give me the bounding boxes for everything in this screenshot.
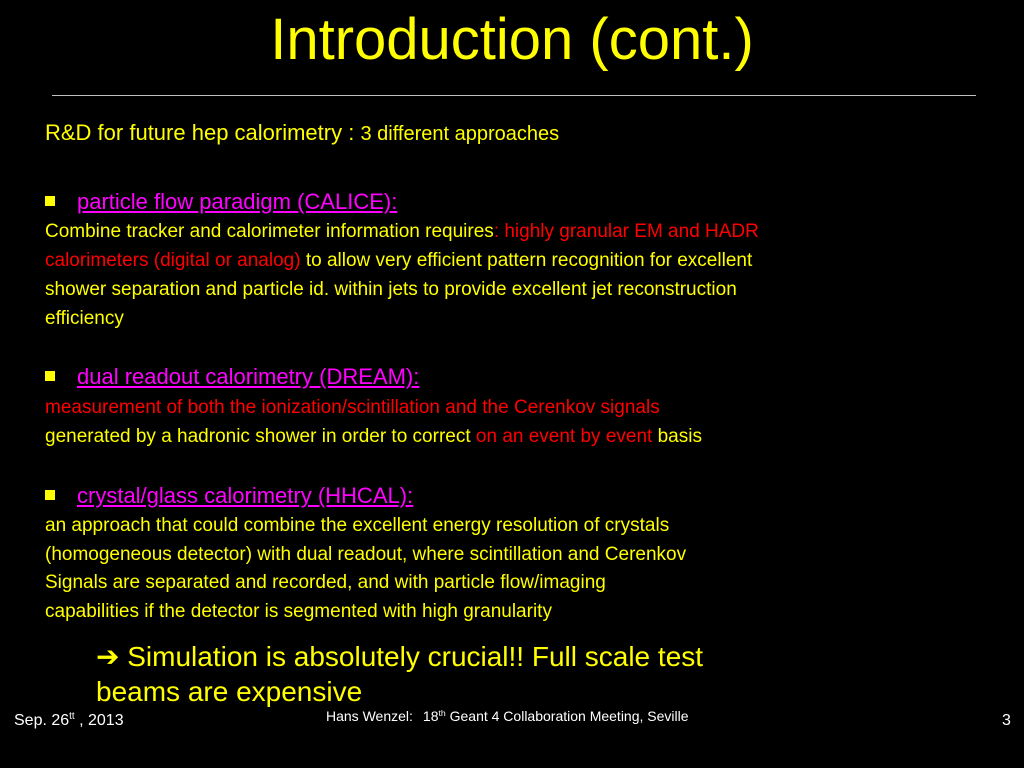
hhcal-line-3: Signals are separated and recorded, and with particle flow/imaging xyxy=(45,572,606,593)
conclusion-line-2: beams are expensive xyxy=(96,676,363,707)
calice-line-1 xyxy=(45,217,759,246)
page-number: 3 xyxy=(1002,712,1011,729)
dream-line-1-highlight: measurement of both the ionization/scintillation and the Cerenkov signals xyxy=(45,397,660,418)
calice-line-2 xyxy=(45,246,752,275)
footer-date-year: , 2013 xyxy=(74,712,124,729)
conclusion xyxy=(96,639,703,709)
footer-meeting-number: 18 xyxy=(422,708,439,724)
footer-meeting-ordinal: th xyxy=(438,707,446,718)
slide-title: Introduction (cont.) xyxy=(270,7,754,72)
square-bullet-icon xyxy=(45,490,55,500)
calice-line-2-text: to allow very efficient pattern recognition for excellent xyxy=(300,250,753,271)
square-bullet-icon xyxy=(45,371,55,381)
dream-line-2-text: generated by a hadronic shower in order to correct xyxy=(45,426,476,447)
calice-line-3: shower separation and particle id. within jets to provide excellent jet reconstruction xyxy=(45,279,737,300)
footer-author: Hans Wenzel: xyxy=(326,708,413,724)
footer-date-suffix: tt xyxy=(69,711,75,723)
square-bullet-icon xyxy=(45,196,55,206)
hhcal-line-1: an approach that could combine the excellent energy resolution of crystals xyxy=(45,515,670,536)
calice-line-1-highlight: : highly granular EM and HADR xyxy=(493,221,759,242)
right-arrow-icon: ➔ xyxy=(96,641,120,672)
footer-date xyxy=(14,712,124,730)
footer-meeting xyxy=(326,708,689,724)
calice-line-1-text: Combine tracker and calorimeter information requires xyxy=(45,221,494,242)
intro-line xyxy=(45,119,559,148)
section-dream-heading-row xyxy=(45,363,419,391)
section-dream-heading: dual readout calorimetry (DREAM): xyxy=(77,364,420,389)
conclusion-line-1 xyxy=(96,639,703,674)
calice-line-2-highlight: calorimeters (digital or analog) xyxy=(45,250,301,271)
section-hhcal-heading-row xyxy=(45,482,413,510)
section-calice-heading-row xyxy=(45,188,397,216)
section-calice-heading: particle flow paradigm (CALICE): xyxy=(77,189,398,214)
dream-line-2-suffix: basis xyxy=(652,426,702,447)
dream-line-2-highlight: on an event by event xyxy=(475,426,653,447)
calice-line-4: efficiency xyxy=(45,308,124,329)
intro-approaches: 3 different approaches xyxy=(360,123,560,145)
conclusion-line-1-text: Simulation is absolutely crucial!! Full scale test xyxy=(119,641,704,672)
footer-meeting-name: Geant 4 Collaboration Meeting, Seville xyxy=(445,708,689,724)
intro-text: R&D for future hep calorimetry : xyxy=(45,120,361,145)
section-hhcal-heading: crystal/glass calorimetry (HHCAL): xyxy=(77,483,414,508)
title-divider xyxy=(52,95,976,96)
footer-date-day: Sep. 26 xyxy=(14,712,70,729)
dream-line-2 xyxy=(45,422,702,451)
hhcal-line-2: (homogeneous detector) with dual readout, where scintillation and Cerenkov xyxy=(45,544,687,565)
dream-line-1 xyxy=(45,393,660,422)
hhcal-line-4: capabilities if the detector is segmented with high granularity xyxy=(45,601,552,622)
